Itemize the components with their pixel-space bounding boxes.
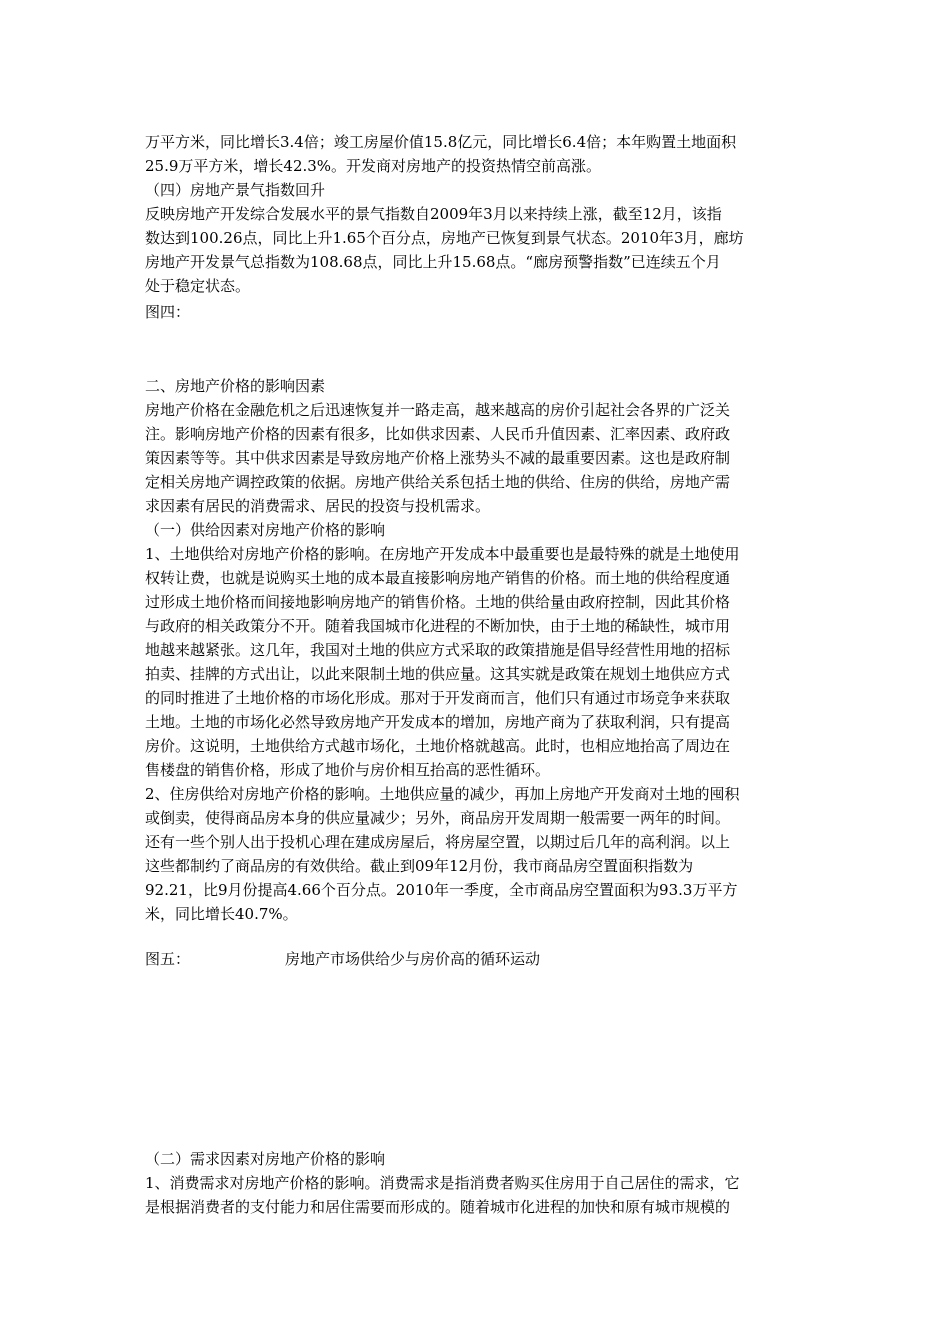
text-line: 房地产价格在金融危机之后迅速恢复并一路走高，越来越高的房价引起社会各界的广泛关 (145, 401, 731, 419)
text-line: 25.9万平方米，增长42.3%。开发商对房地产的投资热情空前高涨。 (145, 157, 602, 175)
figure5-label: 图五： (145, 950, 191, 968)
text-line: （二）需求因素对房地产价格的影响 (145, 1150, 386, 1168)
text-line: 是根据消费者的支付能力和居住需要而形成的。随着城市化进程的加快和原有城市规模的 (145, 1198, 731, 1216)
text-line: （四）房地产景气指数回升 (145, 181, 326, 199)
text-line: 图四： (145, 303, 191, 321)
text-line: 或倒卖，使得商品房本身的供应量减少；另外，商品房开发周期一般需要一两年的时间。 (145, 809, 731, 827)
text-line: 求因素有居民的消费需求、居民的投资与投机需求。 (145, 497, 491, 515)
text-line: 房地产开发景气总指数为108.68点，同比上升15.68点。“廊房预警指数”已连续五个月 (145, 253, 721, 271)
text-line: 地越来越紧张。这几年，我国对土地的供应方式采取的政策措施是倡导经营性用地的招标 (145, 641, 731, 659)
text-line: 注。影响房地产价格的因素有很多，比如供求因素、人民币升值因素、汇率因素、政府政 (145, 425, 731, 443)
text-line: （一）供给因素对房地产价格的影响 (145, 521, 386, 539)
text-line: 过形成土地价格而间接地影响房地产的销售价格。土地的供给量由政府控制，因此其价格 (145, 593, 731, 611)
text-line: 92.21，比9月份提高4.66个百分点。2010年一季度，全市商品房空置面积为93.3万平方 (145, 881, 738, 899)
text-line: 数达到100.26点，同比上升1.65个百分点，房地产已恢复到景气状态。2010年3月，廊坊 (145, 229, 744, 247)
text-line: 土地。土地的市场化必然导致房地产开发成本的增加，房地产商为了获取利润，只有提高 (145, 713, 731, 731)
text-line: 1、土地供给对房地产价格的影响。在房地产开发成本中最重要也是最特殊的就是土地使用 (145, 545, 740, 563)
text-line: 与政府的相关政策分不开。随着我国城市化进程的不断加快，由于土地的稀缺性，城市用 (145, 617, 731, 635)
text-line: 策因素等等。其中供求因素是导致房地产价格上涨势头不减的最重要因素。这也是政府制 (145, 449, 731, 467)
text-line: 权转让费，也就是说购买土地的成本最直接影响房地产销售的价格。而土地的供给程度通 (145, 569, 731, 587)
text-line: 房价。这说明，土地供给方式越市场化，土地价格就越高。此时，也相应地抬高了周边在 (145, 737, 731, 755)
text-line: 反映房地产开发综合发展水平的景气指数自2009年3月以来持续上涨，截至12月，该指 (145, 205, 722, 223)
text-line: 的同时推进了土地价格的市场化形成。那对于开发商而言，他们只有通过市场竞争来获取 (145, 689, 731, 707)
text-line: 2、住房供给对房地产价格的影响。土地供应量的减少，再加上房地产开发商对土地的囤积 (145, 785, 740, 803)
figure5-title: 房地产市场供给少与房价高的循环运动 (285, 950, 541, 968)
text-line: 1、消费需求对房地产价格的影响。消费需求是指消费者购买住房用于自己居住的需求，它 (145, 1174, 740, 1192)
text-line: 定相关房地产调控政策的依据。房地产供给关系包括土地的供给、住房的供给，房地产需 (145, 473, 731, 491)
text-line: 还有一些个别人出于投机心理在建成房屋后，将房屋空置，以期过后几年的高利润。以上 (145, 833, 731, 851)
text-line: 处于稳定状态。 (145, 277, 251, 295)
text-line: 拍卖、挂牌的方式出让，以此来限制土地的供应量。这其实就是政策在规划土地供应方式 (145, 665, 731, 683)
text-line: 万平方米，同比增长3.4倍；竣工房屋价值15.8亿元，同比增长6.4倍；本年购置土地面积 (145, 133, 737, 151)
text-line: 售楼盘的销售价格，形成了地价与房价相互抬高的恶性循环。 (145, 761, 551, 779)
text-line: 这些都制约了商品房的有效供给。截止到09年12月份，我市商品房空置面积指数为 (145, 857, 694, 875)
text-line: 二、房地产价格的影响因素 (145, 377, 326, 395)
text-line: 米，同比增长40.7%。 (145, 905, 298, 923)
